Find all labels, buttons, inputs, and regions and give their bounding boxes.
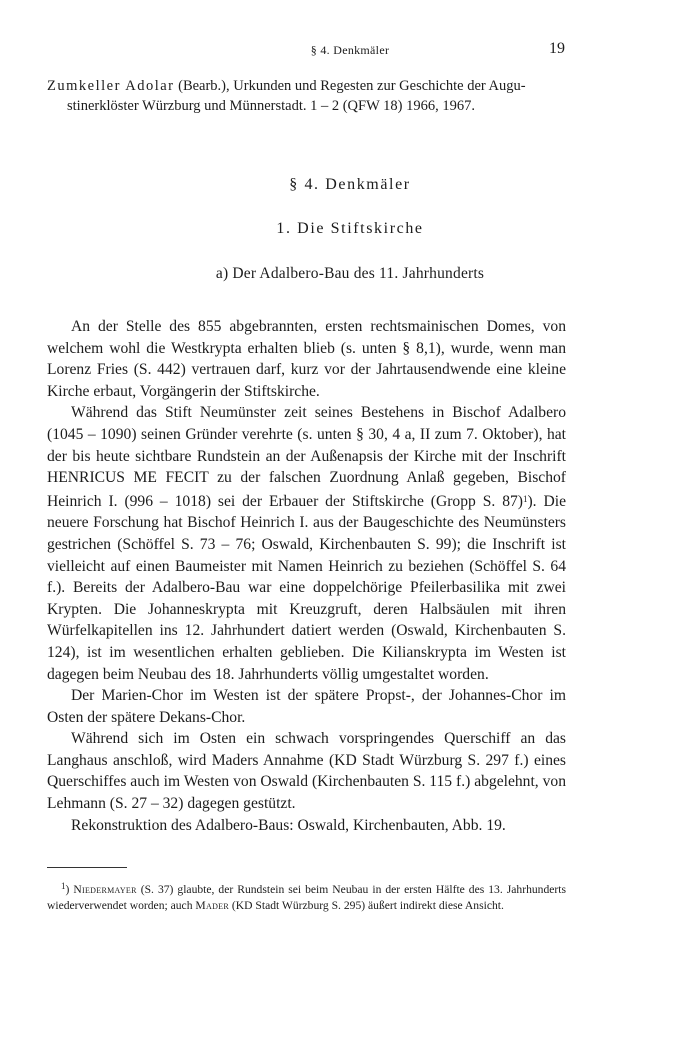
paragraph-1: An der Stelle des 855 abgebrannten, ersten rechtsmainischen Domes, von welchem wohl die Westkrypta erhalten blieb (s. unten § 8,1), wurde, wenn man Lorenz Fries (S. 442) vertrauen darf, kurz vor der Jahrtausendwende eine kleine Kirche erbaut, Vorgängerin der Stiftskirche. xyxy=(47,318,566,400)
running-title: § 4. Denkmäler xyxy=(310,43,390,57)
section-heading: § 4. Denkmäler xyxy=(289,176,411,193)
paragraph-2 xyxy=(47,402,566,685)
running-head xyxy=(0,40,700,60)
body-text xyxy=(47,316,566,836)
footnote-author-1: Niedermayer xyxy=(73,883,137,896)
footnote-text-1: (S. 37) glaubte, der Rundstein sei beim Neubau in der ersten Hälfte des 13. Jahrhunderts wiederverwendet worden; auch xyxy=(47,883,566,912)
paragraph-2-part-a: Während das Stift Neumünster zeit seines Bestehens in Bischof Adalbero (1045 – 1090) seinen Gründer verehrte (s. unten § 30, 4 a, II zum 7. Oktober), hat der bis heute sichtbare Rundstein an der Außenapsis der Kirche mit der Inschrift HENRICUS ME FECIT zu der falschen Zuordnung Anlaß gegeben, Bischof Heinrich I. (996 – 1018) sei der Erbauer der Stiftskirche (Gropp S. 87) xyxy=(47,404,566,510)
bibliography-entry xyxy=(47,76,567,116)
paragraph-2-part-b: ). Die neuere Forschung hat Bischof Heinrich I. aus der Baugeschichte des Neumünsters gestrichen (Schöffel S. 73 – 76; Oswald, Kirchenbauten S. 99); die Inschrift ist vielleicht auf einen Baumeister mit Namen Heinrich zu beziehen (Schöffel S. 64 f.). Bereits der Adalbero-Bau war eine doppelchörige Pfeilerbasilika mit zwei Krypten. Die Johanneskrypta mit Kreuzgruft, deren Halbsäulen mit ihren Würfelkapitellen ins 12. Jahrhundert datiert werden (Oswald, Kirchenbauten S. 124), ist im wesentlichen erhalten geblieben. Die Kilianskrypta im Westen ist dagegen beim Neubau des 18. Jahrhunderts völlig umgestaltet worden. xyxy=(47,492,566,683)
footnote: $^1$) Niedermayer (S. 37) glaubte, der Rundstein sei beim Neubau in der ersten Hälfte des 13. Jahrhunderts wiederverwendet worden; auch Mader (KD Stadt Würzburg S. 295) äußert indirekt diese Ansicht. xyxy=(47,881,566,912)
page-number: 19 xyxy=(549,40,565,57)
footnote-mark: 1 xyxy=(61,881,66,891)
bibliography-title-line2: stinerklöster Würzburg und Münnerstadt. 1 – 2 (QFW 18) 1966, 1967. xyxy=(67,98,475,114)
bibliography-title-line1: (Bearb.), Urkunden und Regesten zur Geschichte der Augu- xyxy=(174,78,526,94)
subsubsection-heading: a) Der Adalbero-Bau des 11. Jahrhunderts xyxy=(215,265,485,282)
subsection-heading: 1. Die Stiftskirche xyxy=(276,220,424,237)
footnote-divider xyxy=(47,867,127,868)
paragraph-4: Während sich im Osten ein schwach vorspringendes Querschiff an das Langhaus anschloß, wird Maders Annahme (KD Stadt Würzburg S. 297 f.) eines Querschiffes auch im Westen von Oswald (Kirchenbauten S. 115 f.) abgelehnt, von Lehmann (S. 27 – 32) dagegen gestützt. xyxy=(47,730,566,813)
paragraph-3: Der Marien-Chor im Westen ist der spätere Propst-, der Johannes-Chor im Osten der spätere Dekans-Chor. xyxy=(47,687,566,726)
footnote-reference[interactable]: 1 xyxy=(522,493,528,504)
paragraph-5: Rekonstruktion des Adalbero-Baus: Oswald, Kirchenbauten, Abb. 19. xyxy=(71,816,506,834)
footnote-text-2: (KD Stadt Würzburg S. 295) äußert indirekt diese Ansicht. xyxy=(229,899,504,912)
footnote-author-2: Mader xyxy=(195,899,229,912)
bibliography-author: Zumkeller Adolar xyxy=(47,78,175,94)
